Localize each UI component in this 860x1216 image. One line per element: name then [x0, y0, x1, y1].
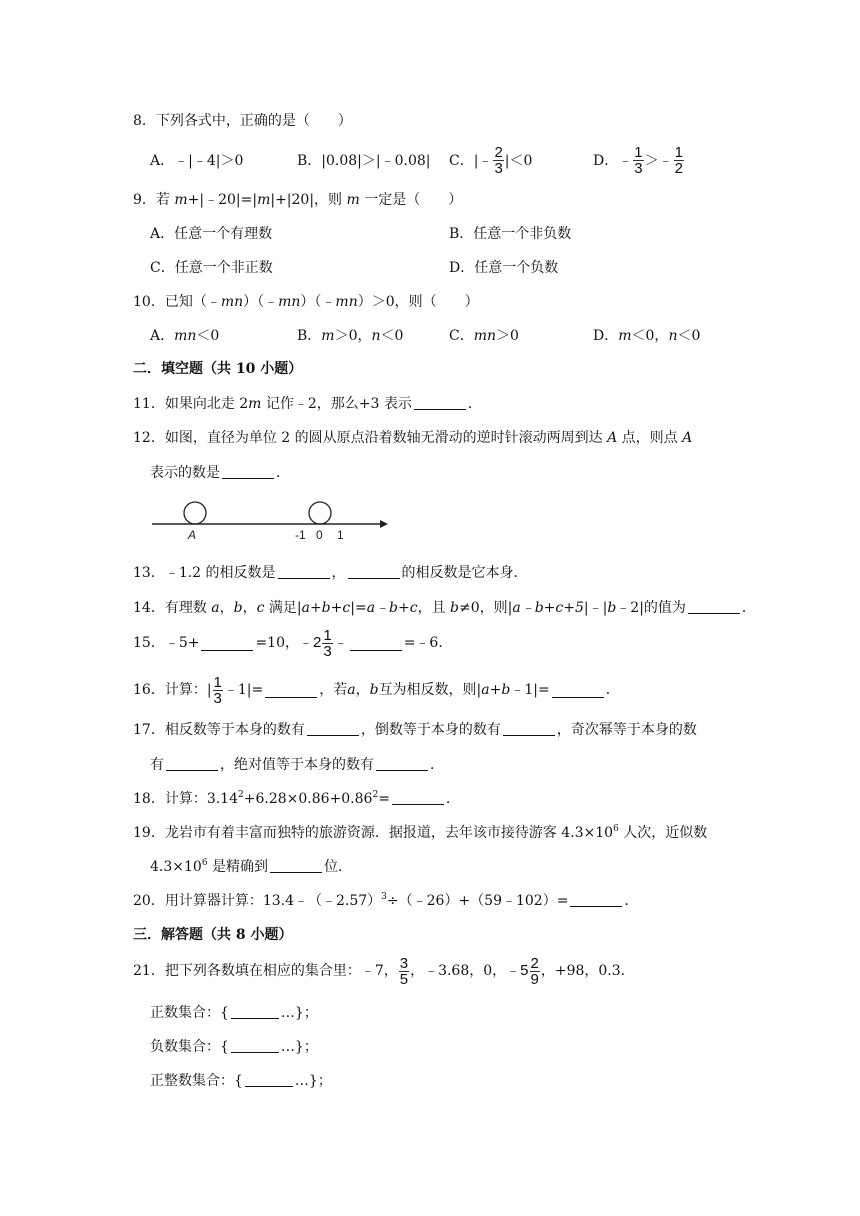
- q9-option-d: D．任意一个负数: [449, 260, 559, 276]
- fraction: $\frac{1}{3}$: [634, 144, 643, 177]
- q9-option-b: B．任意一个非负数: [449, 226, 572, 242]
- q8-option-b: B．|0.08|＞|﹣0.08|: [297, 153, 431, 169]
- question-21: 21．把下列各数填在相应的集合里：﹣7， $\frac{3}{5}$ ，﹣3.68，0，﹣ 5 $\frac{2}{9}$ ，+98，0.3．: [133, 954, 635, 988]
- tick-label-0: 0: [316, 528, 323, 542]
- question-14: 14．有理数 a，b，c 满足|a+b+c|=a﹣b+c，且 b≠0，则|a﹣b+c+5|﹣|b﹣2|的值为 ．: [133, 600, 756, 616]
- question-10-stem: 10．已知（﹣mn）（﹣mn）（﹣mn）＞0，则（ ）: [133, 294, 479, 310]
- circle-at-a: [184, 502, 206, 524]
- answer-blank: [414, 395, 466, 410]
- answer-blank: [376, 756, 428, 771]
- q10-option-a: A．mn＜0: [150, 328, 220, 344]
- answer-blank: [231, 1038, 279, 1053]
- answer-blank: [278, 564, 330, 579]
- answer-blank: [503, 721, 555, 736]
- question-12-line2: 表示的数是 ．: [150, 465, 290, 481]
- number-line-figure: [148, 498, 398, 546]
- answer-blank: [270, 858, 322, 873]
- positive-set-line: 正数集合：{ …}；: [150, 1005, 318, 1021]
- q9-option-a: A．任意一个有理数: [150, 226, 273, 242]
- answer-blank: [552, 683, 604, 698]
- answer-blank: [201, 636, 253, 651]
- q10-option-c: C．mn＞0: [449, 328, 519, 344]
- q10-option-b: B．m＞0，n＜0: [297, 328, 404, 344]
- section-2-heading: 二．填空题（共 10 小题）: [133, 361, 303, 377]
- fraction: $\frac{2}{3}$: [494, 144, 503, 177]
- q9-option-c: C．任意一个非正数: [150, 260, 273, 276]
- answer-blank: [570, 892, 622, 907]
- question-16: 16．计算：| $\frac{1}{3}$ ﹣1|= ，若 a ， b 互为相反数，则| a+b ﹣1|= ．: [133, 673, 620, 707]
- answer-blank: [350, 636, 402, 651]
- arrow-head-icon: [380, 520, 388, 528]
- positive-integer-set-line: 正整数集合：{ …}；: [150, 1073, 332, 1089]
- q8-option-a: A．﹣|﹣4|＞0: [150, 153, 244, 169]
- answer-blank: [222, 464, 274, 479]
- question-8-stem: 8．下列各式中，正确的是（ ）: [133, 113, 352, 129]
- label-a: A: [188, 528, 197, 542]
- fraction: $\frac{1}{2}$: [674, 144, 683, 177]
- mixed-number: 2 $\frac{1}{3}$: [313, 626, 332, 660]
- answer-blank: [231, 1004, 279, 1019]
- mixed-number: 5 $\frac{2}{9}$: [520, 954, 539, 988]
- answer-blank: [688, 599, 740, 614]
- q10-option-d: D．m＜0，n＜0: [593, 328, 701, 344]
- question-15: 15．﹣5+ =10，﹣ 2 $\frac{1}{3}$ ﹣ =﹣6．: [133, 626, 453, 660]
- answer-blank: [392, 790, 444, 805]
- question-19-line1: 19．龙岩市有着丰富而独特的旅游资源．据报道，去年该市接待游客 $4.3\times 10^6$ 人次，近似数: [133, 824, 708, 841]
- answer-blank: [307, 721, 359, 736]
- q8-option-c: C．|﹣ $\frac{2}{3}$ |＜0: [449, 144, 533, 177]
- negative-set-line: 负数集合：{ …}；: [150, 1039, 318, 1055]
- question-19-line2: $4.3\times 10^6$ 是精确到 位．: [150, 858, 352, 875]
- question-9-stem: 9．若 m+|﹣20|=|m|+|20|，则 m 一定是（ ）: [133, 192, 463, 208]
- answer-blank: [265, 683, 317, 698]
- answer-blank: [348, 564, 400, 579]
- tick-label-minus-1: -1: [295, 528, 306, 542]
- answer-blank: [245, 1072, 293, 1087]
- fraction: $\frac{3}{5}$: [399, 954, 409, 988]
- question-18: 18．计算：$3.14^2+6.28\times 0.86+0.86^2=$ ．: [133, 790, 460, 807]
- question-17-line2: 有 ，绝对值等于本身的数有 ．: [150, 757, 444, 773]
- question-13: 13．﹣1.2 的相反数是 ， 的相反数是它本身．: [133, 565, 528, 581]
- q8-option-d: D．﹣ $\frac{1}{3}$ ＞﹣ $\frac{1}{2}$: [593, 144, 683, 177]
- question-20: 20．用计算器计算：13.4﹣（﹣2.57）$^3$÷（﹣26）+（59﹣102）= ．: [133, 892, 639, 909]
- circle-at-origin: [309, 502, 331, 524]
- tick-label-1: 1: [337, 528, 344, 542]
- question-12-line1: 12．如图，直径为单位 2 的圆从原点沿着数轴无滑动的逆时针滚动两周到达 A 点，则点 A: [133, 430, 693, 446]
- section-3-heading: 三．解答题（共 8 小题）: [133, 927, 293, 943]
- question-11: 11．如果向北走 2m 记作﹣2，那么+3 表示 ．: [133, 396, 482, 412]
- question-17-line1: 17．相反数等于本身的数有 ，倒数等于本身的数有 ，奇次幂等于本身的数: [133, 722, 697, 738]
- fraction: $\frac{1}{3}$: [213, 673, 222, 707]
- answer-blank: [166, 756, 218, 771]
